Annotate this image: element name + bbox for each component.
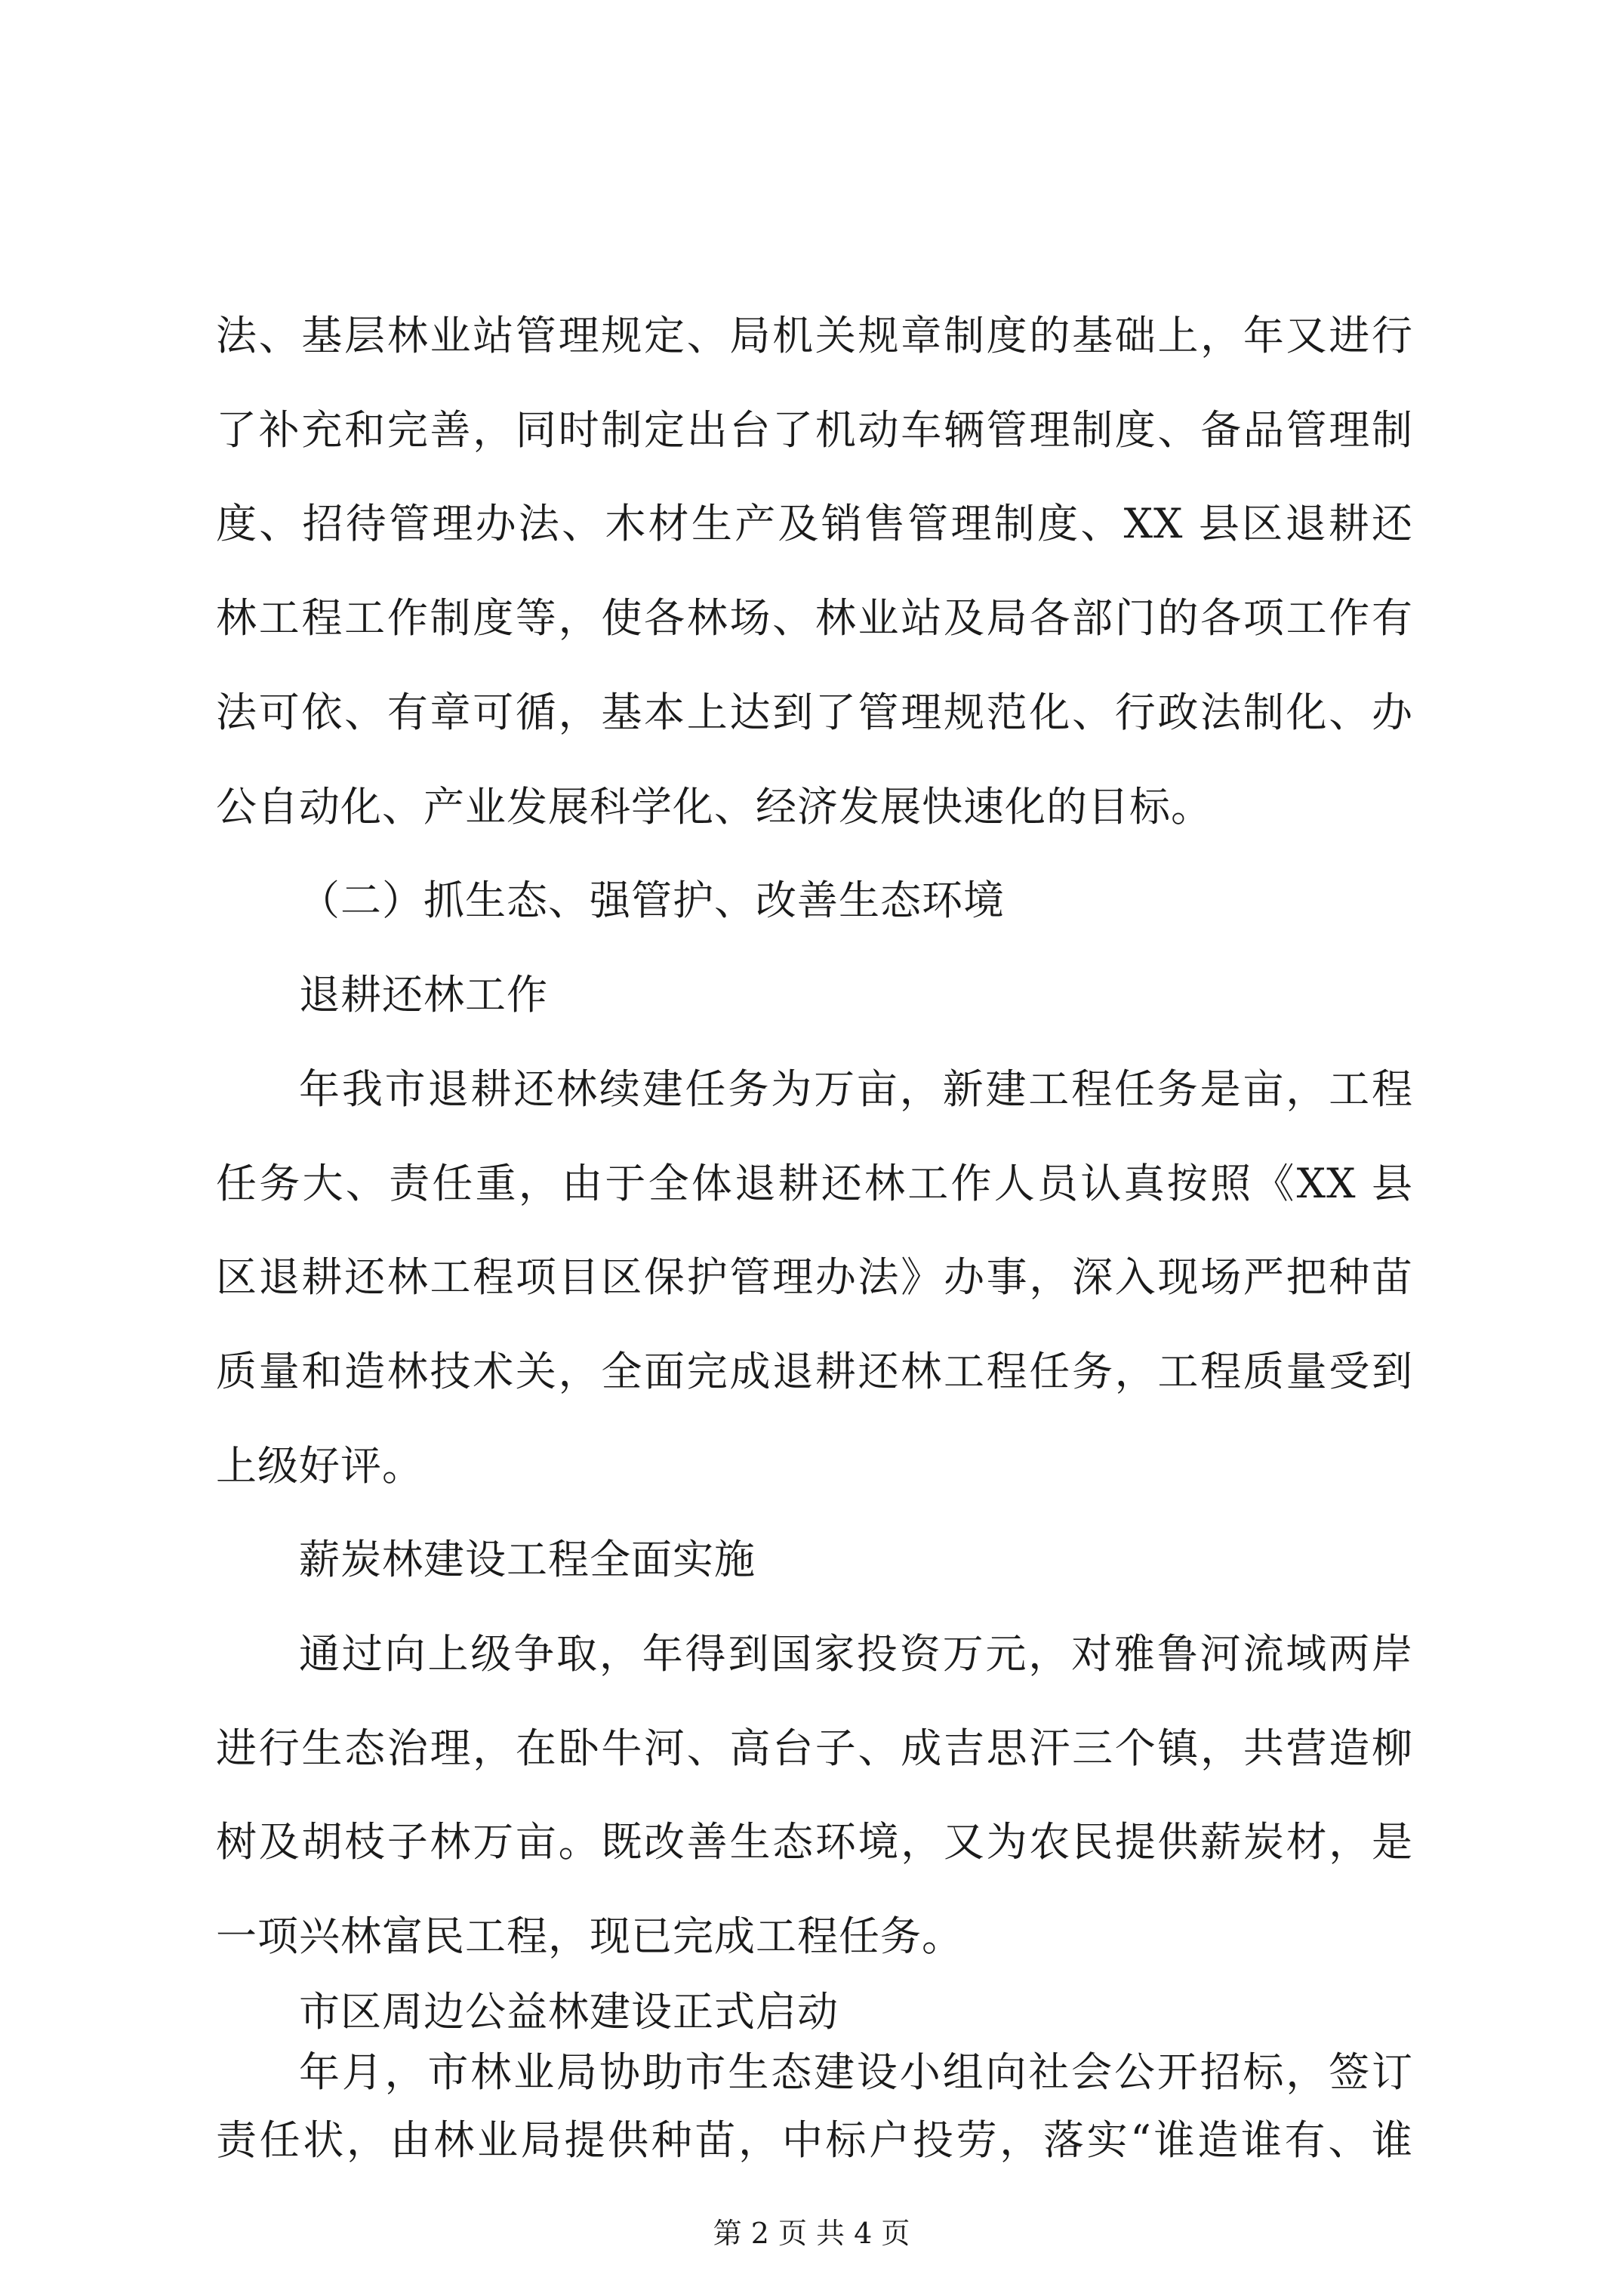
text-line: 质量和造林技术关，全面完成退耕还林工程任务，工程质量受到 bbox=[216, 1348, 1413, 1395]
subsection-heading: 市区周边公益林建设正式启动 bbox=[299, 1988, 839, 2036]
text-line: 林工程工作制度等，使各林场、林业站及局各部门的各项工作有 bbox=[216, 594, 1413, 642]
subsection-heading: 薪炭林建设工程全面实施 bbox=[299, 1536, 756, 1583]
text-line: 通过向上级争取，年得到国家投资万元，对雅鲁河流域两岸 bbox=[299, 1630, 1413, 1678]
text-line: 年我市退耕还林续建任务为万亩，新建工程任务是亩，工程 bbox=[299, 1065, 1413, 1113]
text-line: 树及胡枝子林万亩。既改善生态环境，又为农民提供薪炭材，是 bbox=[216, 1818, 1413, 1866]
text-line: 法可依、有章可循，基本上达到了管理规范化、行政法制化、办 bbox=[216, 689, 1413, 736]
section-heading: （二）抓生态、强管护、改善生态环境 bbox=[299, 877, 1005, 924]
text-line: 上级好评。 bbox=[216, 1442, 423, 1490]
text-line: 公自动化、产业发展科学化、经济发展快速化的目标。 bbox=[216, 783, 1212, 831]
text-line: 了补充和完善，同时制定出台了机动车辆管理制度、备品管理制 bbox=[216, 406, 1413, 454]
text-line: 年月，市林业局协助市生态建设小组向社会公开招标，签订 bbox=[299, 2048, 1413, 2096]
subsection-heading: 退耕还林工作 bbox=[299, 971, 548, 1019]
text-line: 进行生态治理，在卧牛河、高台子、成吉思汗三个镇，共营造柳 bbox=[216, 1724, 1413, 1772]
text-line: 区退耕还林工程项目区保护管理办法》办事，深入现场严把种苗 bbox=[216, 1253, 1413, 1301]
page-number-footer: 第 2 页 共 4 页 bbox=[713, 2217, 910, 2250]
text-line: 一项兴林富民工程，现已完成工程任务。 bbox=[216, 1912, 963, 1960]
text-line: 度、招待管理办法、木材生产及销售管理制度、XX 县区退耕还 bbox=[216, 500, 1413, 547]
text-line: 责任状，由林业局提供种苗，中标户投劳，落实“谁造谁有、谁 bbox=[216, 2116, 1413, 2164]
text-line: 任务大、责任重，由于全体退耕还林工作人员认真按照《XX 县 bbox=[216, 1160, 1413, 1207]
text-line: 法、基层林业站管理规定、局机关规章制度的基础上，年又进行 bbox=[216, 312, 1413, 359]
